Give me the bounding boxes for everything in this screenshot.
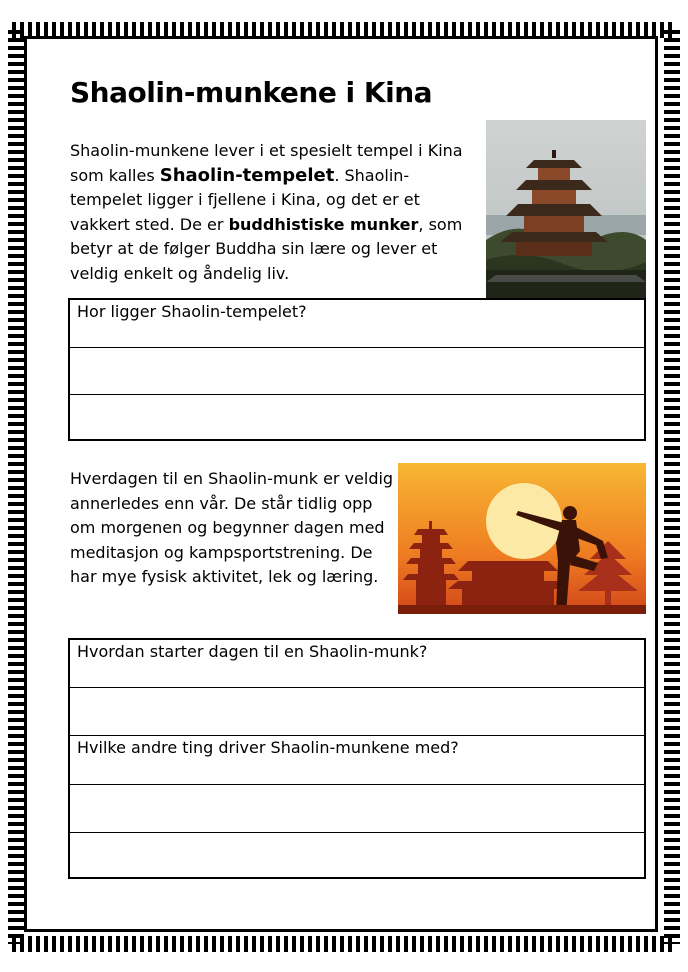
temple-photo — [486, 120, 646, 298]
buddhist-monks-term: buddhistiske munker — [228, 214, 419, 234]
sunset-monk-illustration — [398, 463, 646, 614]
question-where-temple: Hor ligger Shaolin-tempelet? — [77, 302, 307, 321]
intro-paragraph — [70, 139, 480, 286]
intro-text-a: Shaolin-munkene lever i et spesielt tempel i Kina som kalles — [70, 141, 463, 185]
temple-name: Shaolin-tempelet — [159, 164, 335, 186]
frame-right-border — [664, 30, 680, 944]
question-table-2 — [68, 638, 646, 879]
frame-left-border — [8, 30, 24, 944]
page-title: Shaolin-munkene i Kina — [70, 76, 433, 109]
question-table-1 — [68, 298, 646, 441]
answer-row[interactable] — [70, 348, 644, 396]
answer-row[interactable] — [70, 785, 644, 833]
intro-text-b: . Shaolin-tempelet ligger i fjellene i Kina, og det er et vakkert sted. De er — [70, 165, 420, 234]
answer-row[interactable] — [70, 688, 644, 736]
frame-bottom-border — [12, 936, 676, 952]
intro-text-c: , som betyr at de følger Buddha sin lære og lever et veldig enkelt og åndelig liv. — [70, 214, 463, 283]
daily-life-paragraph: Hverdagen til en Shaolin-munk er veldig annerledes enn vår. De står tidlig opp om morgenen og begynner dagen med meditasjon og kampsportstrening. De har mye fysisk aktivitet, lek og læring. — [70, 469, 394, 586]
answer-row[interactable] — [70, 300, 644, 348]
answer-row[interactable] — [70, 395, 644, 443]
answer-row[interactable] — [70, 833, 644, 881]
answer-row[interactable] — [70, 640, 644, 688]
question-how-day-starts: Hvordan starter dagen til en Shaolin-munk? — [77, 642, 428, 661]
answer-row[interactable] — [70, 736, 644, 784]
question-other-activities: Hvilke andre ting driver Shaolin-munkene med? — [77, 738, 459, 758]
